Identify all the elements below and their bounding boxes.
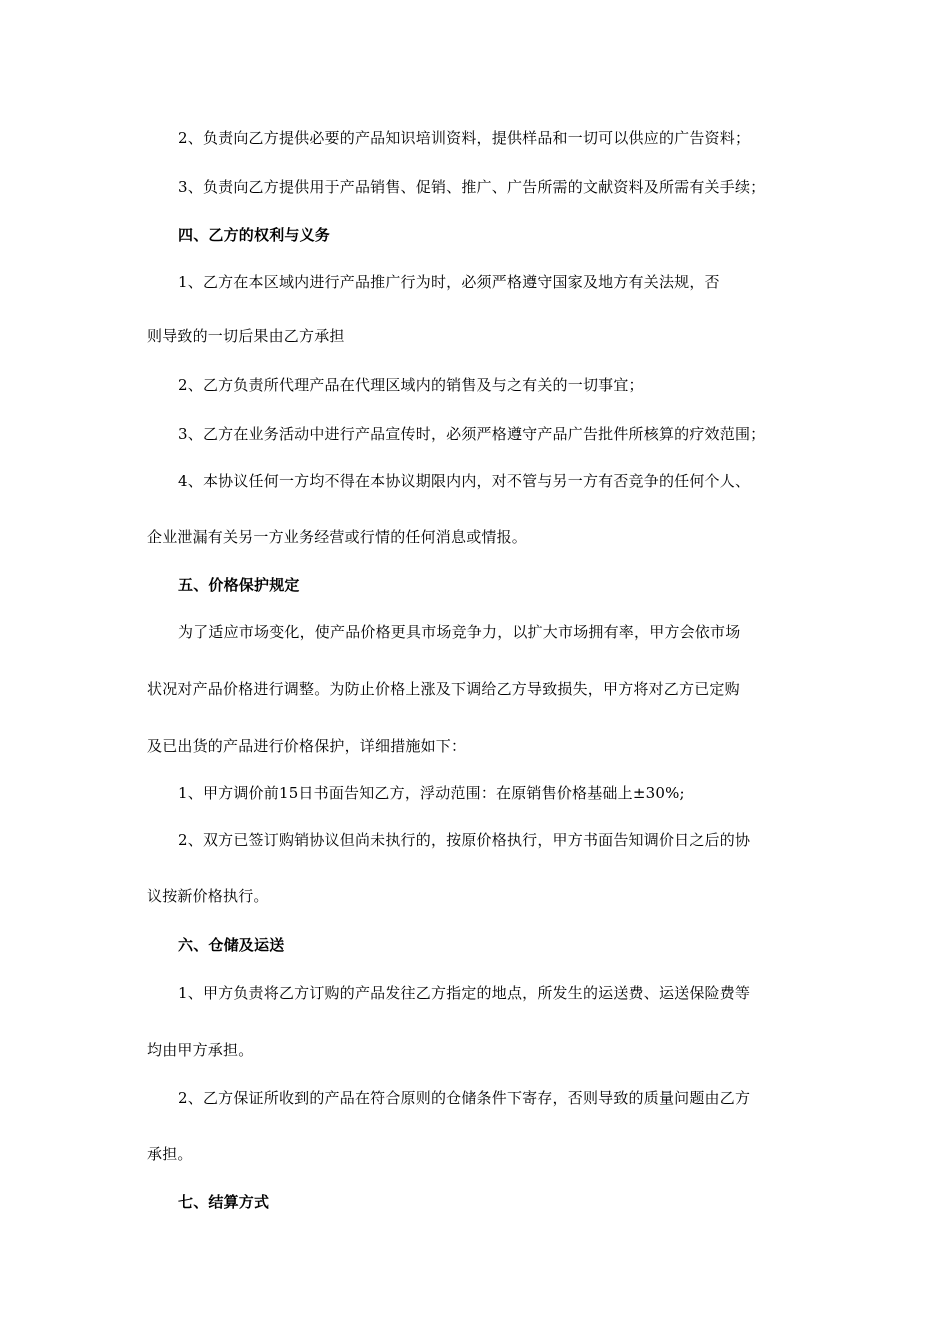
clause-6-item-1-cont: 均由甲方承担。: [147, 1041, 254, 1059]
section-heading-6: 六、仓储及运送: [178, 936, 285, 954]
section-heading-5: 五、价格保护规定: [178, 576, 300, 594]
clause-6-item-2: 2、乙方保证所收到的产品在符合原则的仓储条件下寄存，否则导致的质量问题由乙方: [178, 1089, 751, 1107]
clause-5-item-2: 2、双方已签订购销协议但尚未执行的，按原价格执行，甲方书面告知调价日之后的协: [178, 831, 751, 849]
clause-4-item-1: 1、乙方在本区域内进行产品推广行为时，必须严格遵守国家及地方有关法规，否: [178, 273, 720, 291]
clause-5-item-2-cont: 议按新价格执行。: [147, 887, 269, 905]
clause-5-intro-cont-2: 及已出货的产品进行价格保护，详细措施如下：: [147, 737, 467, 755]
section-heading-4: 四、乙方的权利与义务: [178, 226, 331, 244]
clause-5-intro-cont-1: 状况对产品价格进行调整。为防止价格上涨及下调给乙方导致损失，甲方将对乙方已定购: [147, 680, 740, 698]
section-heading-7: 七、结算方式: [178, 1193, 270, 1211]
clause-4-item-4: 4、本协议任何一方均不得在本协议期限内内，对不管与另一方有否竞争的任何个人、: [178, 472, 751, 490]
clause-3-item-2: 2、负责向乙方提供必要的产品知识培训资料，提供样品和一切可以供应的广告资料；: [178, 129, 751, 147]
clause-5-intro: 为了适应市场变化，使产品价格更具市场竞争力，以扩大市场拥有率，甲方会依市场: [178, 623, 741, 641]
clause-4-item-1-cont: 则导致的一切后果由乙方承担: [147, 327, 345, 345]
clause-4-item-3: 3、乙方在业务活动中进行产品宣传时，必须严格遵守产品广告批件所核算的疗效范围；: [178, 425, 766, 443]
clause-5-item-1: 1、甲方调价前15日书面告知乙方，浮动范围：在原销售价格基础上±30%;: [178, 784, 685, 802]
clause-6-item-2-cont: 承担。: [147, 1145, 193, 1163]
clause-3-item-3: 3、负责向乙方提供用于产品销售、促销、推广、广告所需的文献资料及所需有关手续；: [178, 178, 766, 196]
clause-4-item-2: 2、乙方负责所代理产品在代理区域内的销售及与之有关的一切事宜；: [178, 376, 644, 394]
clause-4-item-4-cont: 企业泄漏有关另一方业务经营或行情的任何消息或情报。: [147, 528, 528, 546]
clause-6-item-1: 1、甲方负责将乙方订购的产品发往乙方指定的地点，所发生的运送费、运送保险费等: [178, 984, 751, 1002]
